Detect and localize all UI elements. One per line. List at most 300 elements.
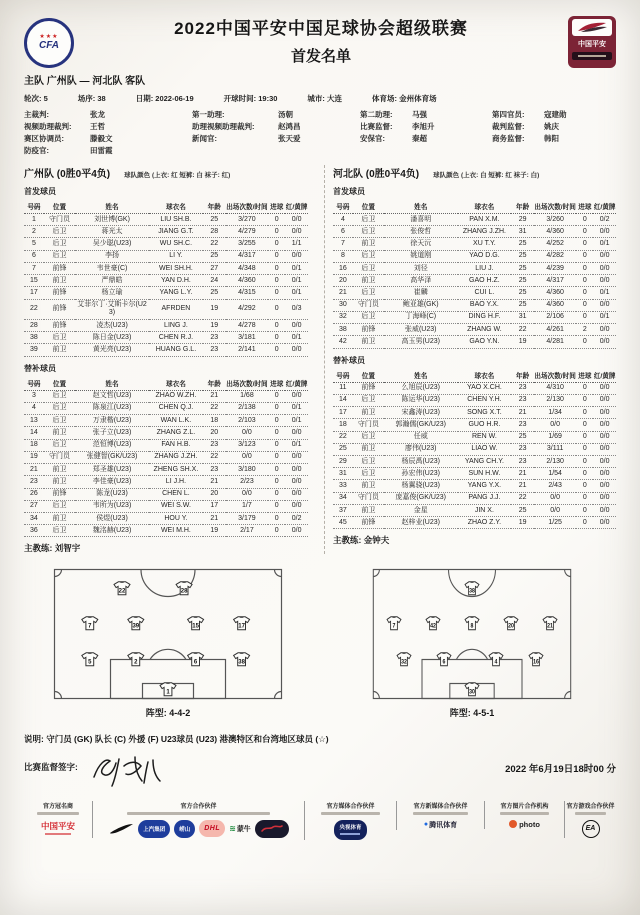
- column-header: 年龄: [203, 376, 226, 391]
- player-row: [333, 480, 616, 492]
- player-cell: 张健智(GK/U23): [75, 451, 149, 463]
- player-cell: 25: [333, 443, 353, 455]
- pingan-badge: [568, 16, 616, 68]
- player-cell: 0: [576, 517, 593, 529]
- ic-photo-logo: photo: [509, 820, 540, 829]
- player-cell: 17: [203, 500, 226, 512]
- player-cell: CHEN R.J.: [149, 332, 203, 344]
- sponsor-group: [304, 801, 396, 839]
- sponsor-logos: [41, 820, 75, 836]
- player-cell: 3/255: [226, 238, 269, 250]
- player-row: [24, 464, 308, 476]
- saic-motor-logo: 上汽集团: [138, 820, 170, 838]
- player-cell: 0: [268, 226, 285, 238]
- formation-diagrams: [24, 568, 616, 719]
- player-cell: 鲍亚雄(GK): [384, 299, 458, 311]
- official-pair: [24, 109, 192, 121]
- player-cell: 22: [333, 431, 353, 443]
- player-row: [24, 332, 308, 344]
- player-cell: GAO H.Z.: [458, 275, 512, 287]
- player-cell: 守门员: [44, 214, 75, 226]
- player-cell: 前卫: [353, 443, 384, 455]
- player-cell: HUANG G.L.: [149, 344, 203, 356]
- cfa-logo: [24, 18, 74, 68]
- player-cell: ZHANG W.: [458, 324, 512, 336]
- player-cell: 4/239: [534, 262, 576, 274]
- player-cell: 0: [268, 476, 285, 488]
- jersey-icon: [234, 617, 250, 630]
- column-header: 红/黄牌: [285, 376, 308, 391]
- corner-arc: [55, 570, 62, 577]
- player-cell: 0: [268, 439, 285, 451]
- player-cell: 徐天沅: [384, 238, 458, 250]
- player-cell: 0: [268, 332, 285, 344]
- player-cell: 23: [511, 394, 534, 406]
- player-cell: 19: [203, 319, 226, 331]
- player-cell: SUN H.W.: [458, 468, 512, 480]
- player-cell: 杨立瑜: [75, 287, 149, 299]
- column-header: 进球: [268, 199, 285, 214]
- player-cell: 0/0: [226, 488, 269, 500]
- jersey-number: 16: [533, 659, 539, 666]
- player-cell: 0/0: [593, 455, 616, 467]
- away-team-column: [324, 165, 616, 554]
- player-cell: 21: [511, 480, 534, 492]
- player-cell: 李佳豪(U23): [75, 476, 149, 488]
- player-cell: 姚道刚: [384, 250, 458, 262]
- player-cell: 刘世博(GK): [75, 214, 149, 226]
- player-cell: 前锋: [44, 319, 75, 331]
- player-cell: 7: [24, 262, 44, 274]
- corner-arc: [275, 570, 282, 577]
- officials-grid: [24, 109, 616, 157]
- player-cell: 21: [333, 287, 353, 299]
- player-cell: 1/1: [285, 238, 308, 250]
- official-pair: [360, 133, 492, 145]
- player-cell: 赵文哲(U23): [75, 390, 149, 402]
- player-cell: 前卫: [44, 344, 75, 356]
- player-cell: 0: [576, 443, 593, 455]
- player-cell: 25: [511, 299, 534, 311]
- player-cell: 37: [333, 504, 353, 516]
- table-header-row: [333, 368, 616, 383]
- player-cell: 4/292: [226, 299, 269, 319]
- corner-arc: [55, 692, 62, 699]
- home-subs-label: 替补球员: [24, 363, 56, 373]
- player-cell: 34: [333, 492, 353, 504]
- player-cell: 李扬: [75, 250, 149, 262]
- jersey-icon: [128, 617, 144, 630]
- home-starters-label: 首发球员: [24, 187, 56, 196]
- player-cell: 16: [333, 262, 353, 274]
- player-cell: 金星: [384, 504, 458, 516]
- official-role-label: 裁判监督:: [492, 122, 525, 131]
- player-cell: 13: [24, 415, 44, 427]
- player-cell: 28: [203, 226, 226, 238]
- player-cell: 前卫: [44, 512, 75, 524]
- player-cell: 0: [268, 344, 285, 356]
- player-cell: 凌杰(U23): [75, 319, 149, 331]
- player-cell: 廖伟(U23): [384, 443, 458, 455]
- table-header-row: [24, 376, 308, 391]
- player-row: [333, 311, 616, 323]
- player-cell: 25: [203, 250, 226, 262]
- player-cell: 0: [268, 427, 285, 439]
- player-row: [24, 427, 308, 439]
- player-cell: 陈运华(U23): [384, 394, 458, 406]
- player-cell: 0/0: [593, 480, 616, 492]
- player-cell: FAN H.B.: [149, 439, 203, 451]
- jersey-icon: [465, 582, 479, 595]
- player-row: [24, 214, 308, 226]
- player-cell: 27: [24, 500, 44, 512]
- player-cell: 0/0: [593, 299, 616, 311]
- supervisor-signature: [86, 753, 166, 791]
- home-pitch-diagram: [53, 568, 283, 700]
- player-cell: 0/0: [285, 488, 308, 500]
- sponsor-group: [564, 801, 616, 838]
- player-cell: 0: [576, 394, 593, 406]
- player-cell: PANG J.J.: [458, 492, 512, 504]
- player-cell: 后卫: [353, 250, 384, 262]
- player-cell: LI Y.: [149, 250, 203, 262]
- red-script-icon: [260, 824, 284, 834]
- player-cell: ZHANG Z.L.: [149, 427, 203, 439]
- player-cell: 22: [511, 492, 534, 504]
- away-team-name: 河北队 (0胜0平4负): [333, 169, 420, 180]
- player-cell: 21: [203, 476, 226, 488]
- player-cell: 0/1: [593, 238, 616, 250]
- player-cell: 0/0: [285, 476, 308, 488]
- player-row: [24, 525, 308, 537]
- player-cell: 31: [333, 468, 353, 480]
- column-header: 姓名: [384, 199, 458, 214]
- cctv-sports-logo: 央视体育: [334, 820, 366, 840]
- ea-sports-logo: EA: [582, 820, 600, 838]
- player-cell: 后卫: [44, 250, 75, 262]
- jersey-icon: [114, 582, 130, 595]
- jersey-number: 7: [88, 623, 92, 630]
- player-cell: 张威(U23): [384, 324, 458, 336]
- player-cell: 1/7: [226, 500, 269, 512]
- official-role-label: 安保官:: [360, 134, 385, 143]
- player-row: [333, 214, 616, 226]
- player-cell: LING J.: [149, 319, 203, 331]
- player-row: [333, 394, 616, 406]
- player-cell: 21: [203, 390, 226, 402]
- player-cell: 2/130: [534, 455, 576, 467]
- player-cell: 张俊哲: [384, 226, 458, 238]
- player-cell: 4/360: [534, 226, 576, 238]
- player-cell: 2/141: [226, 344, 269, 356]
- jersey-icon: [82, 617, 98, 630]
- jersey-icon: [234, 653, 250, 666]
- player-cell: 0/0: [534, 504, 576, 516]
- official-role-label: 助理视频助理裁判:: [192, 122, 255, 131]
- player-row: [333, 336, 616, 348]
- player-cell: 0: [576, 299, 593, 311]
- player-cell: 0/0: [593, 419, 616, 431]
- player-cell: HOU Y.: [149, 512, 203, 524]
- player-row: [24, 287, 308, 299]
- jersey-icon: [529, 653, 543, 666]
- official-name: 田雷霞: [90, 146, 113, 155]
- player-row: [24, 439, 308, 451]
- player-cell: 崔麟: [384, 287, 458, 299]
- home-formation-label: 阵型: 4-4-2: [145, 708, 191, 719]
- player-row: [24, 250, 308, 262]
- player-cell: 32: [333, 311, 353, 323]
- csl-swoosh-icon: [575, 21, 609, 34]
- column-header: 出场次数/时间: [226, 376, 269, 391]
- player-cell: 前锋: [44, 262, 75, 274]
- cfa-logo-stars: ★★★: [39, 34, 59, 40]
- player-cell: 0/0: [285, 344, 308, 356]
- player-cell: 0/1: [593, 287, 616, 299]
- player-cell: 25: [511, 504, 534, 516]
- sponsor-logos: [108, 820, 289, 838]
- player-cell: 0: [268, 299, 285, 319]
- sponsor-logos: [334, 820, 366, 840]
- officials-column: [24, 109, 192, 157]
- match-info-item: 轮次: 5: [24, 94, 48, 103]
- home-coach-line: 主教练: 刘智宇: [24, 543, 81, 554]
- player-cell: 2/103: [226, 415, 269, 427]
- player-cell: 0: [268, 287, 285, 299]
- player-cell: 25: [203, 287, 226, 299]
- player-cell: 2/130: [534, 394, 576, 406]
- away-pitch-diagram: [372, 568, 572, 700]
- pingan-logo-underline: [45, 833, 71, 835]
- sponsor-logos: [509, 820, 540, 829]
- player-cell: JIN X.: [458, 504, 512, 516]
- away-starters-label: 首发球员: [333, 187, 365, 196]
- player-cell: 21: [203, 512, 226, 524]
- player-cell: 21: [24, 464, 44, 476]
- official-role-label: 防疫官:: [24, 146, 49, 155]
- player-cell: 17: [24, 287, 44, 299]
- player-cell: 3: [24, 390, 44, 402]
- player-cell: YANG CH.Y.: [458, 455, 512, 467]
- player-cell: 后卫: [44, 332, 75, 344]
- player-cell: YAN D.H.: [149, 275, 203, 287]
- player-cell: 高玉男(U23): [384, 336, 458, 348]
- player-cell: 0/0: [285, 214, 308, 226]
- nike-logo: [108, 823, 134, 835]
- player-cell: ZHAO Z.Y.: [458, 517, 512, 529]
- sponsor-group-subtext: [321, 812, 379, 815]
- column-header: 年龄: [511, 199, 534, 214]
- player-row: [24, 476, 308, 488]
- player-cell: 后卫: [353, 214, 384, 226]
- sponsor-group: [396, 801, 484, 830]
- player-row: [333, 504, 616, 516]
- official-name: 李旭升: [412, 122, 435, 131]
- player-cell: 14: [24, 427, 44, 439]
- player-cell: 刘径: [384, 262, 458, 274]
- player-cell: 4: [333, 214, 353, 226]
- jersey-icon: [465, 617, 479, 630]
- player-cell: 23: [511, 455, 534, 467]
- player-cell: 23: [203, 464, 226, 476]
- player-cell: 4/282: [534, 250, 576, 262]
- official-name: 张龙: [90, 110, 105, 119]
- player-cell: 0/0: [593, 431, 616, 443]
- player-cell: AFRDEN: [149, 299, 203, 319]
- sponsor-group: [484, 801, 564, 829]
- corner-arc: [565, 570, 571, 577]
- player-cell: 21: [511, 468, 534, 480]
- official-name: 韩阳: [544, 134, 559, 143]
- player-cell: 0/0: [593, 382, 616, 394]
- player-cell: CHEN L.: [149, 488, 203, 500]
- player-cell: 19: [203, 525, 226, 537]
- player-cell: 23: [203, 332, 226, 344]
- player-row: [24, 275, 308, 287]
- away-coach-name: 金钟夫: [363, 535, 390, 546]
- player-cell: 守门员: [44, 451, 75, 463]
- player-cell: 后卫: [353, 262, 384, 274]
- player-cell: 8: [333, 250, 353, 262]
- column-header: 出场次数/时间: [226, 199, 269, 214]
- laoshan-logo: 崂山: [174, 820, 195, 838]
- official-role-label: 第二助理:: [360, 110, 393, 119]
- player-cell: 0/1: [285, 332, 308, 344]
- player-cell: 20: [333, 275, 353, 287]
- player-cell: 6: [24, 250, 44, 262]
- player-cell: 0/1: [285, 402, 308, 414]
- player-cell: 0/0: [285, 226, 308, 238]
- official-pair: [192, 133, 360, 145]
- jersey-icon: [426, 617, 440, 630]
- mengniu-icon: ≋: [229, 824, 236, 834]
- player-cell: 陈日金(U23): [75, 332, 149, 344]
- player-cell: REN W.: [458, 431, 512, 443]
- player-cell: 0/0: [285, 525, 308, 537]
- player-cell: 后卫: [44, 390, 75, 402]
- corner-arc: [275, 692, 282, 699]
- player-cell: 1/69: [534, 431, 576, 443]
- player-cell: 2/106: [534, 311, 576, 323]
- away-subs-label: 替补球员: [333, 355, 365, 365]
- player-cell: LIU SH.B.: [149, 214, 203, 226]
- jersey-number: 5: [88, 659, 92, 666]
- player-cell: 4/360: [534, 299, 576, 311]
- player-cell: YANG L.Y.: [149, 287, 203, 299]
- column-header: 位置: [44, 376, 75, 391]
- player-cell: 0/0: [593, 407, 616, 419]
- page-subtitle: 首发名单: [290, 48, 351, 65]
- player-cell: GAO Y.N.: [458, 336, 512, 348]
- sponsor-group: [24, 801, 92, 835]
- player-cell: 0/1: [285, 415, 308, 427]
- away-coach-line: 主教练: 金钟夫: [333, 535, 390, 546]
- player-cell: 后卫: [44, 402, 75, 414]
- player-cell: 38: [333, 324, 353, 336]
- player-cell: 0: [268, 275, 285, 287]
- player-cell: 0: [268, 525, 285, 537]
- sponsor-group-subtext: [575, 812, 605, 815]
- player-cell: 4/310: [534, 382, 576, 394]
- player-cell: 后卫: [353, 311, 384, 323]
- official-pair: [360, 109, 492, 121]
- player-cell: WAN L.K.: [149, 415, 203, 427]
- official-pair: [24, 145, 192, 157]
- jersey-number: 22: [118, 588, 126, 595]
- table-header-row: [333, 199, 616, 214]
- player-cell: 4/278: [226, 319, 269, 331]
- nike-swoosh-icon: [108, 823, 134, 835]
- player-cell: 0: [576, 336, 593, 348]
- jersey-icon: [188, 617, 204, 630]
- jersey-icon: [397, 653, 411, 666]
- jersey-number: 7: [392, 623, 396, 630]
- player-cell: LIAO W.: [458, 443, 512, 455]
- official-name: 滕毅文: [90, 134, 113, 143]
- player-cell: 0/0: [534, 492, 576, 504]
- player-cell: 3/111: [534, 443, 576, 455]
- player-cell: 0: [268, 214, 285, 226]
- player-cell: 3/181: [226, 332, 269, 344]
- player-cell: 0/0: [593, 443, 616, 455]
- player-cell: 4: [24, 402, 44, 414]
- player-cell: 38: [24, 332, 44, 344]
- player-cell: 4/252: [534, 238, 576, 250]
- player-row: [333, 262, 616, 274]
- home-subs-table: [24, 376, 308, 538]
- player-cell: 高华泽: [384, 275, 458, 287]
- photo-dot-icon: [509, 820, 517, 828]
- home-formation: [24, 568, 312, 719]
- match-info-item: 城市: 大连: [307, 94, 343, 103]
- player-cell: 0/2: [285, 512, 308, 524]
- player-cell: 18: [24, 439, 44, 451]
- player-cell: 后卫: [353, 431, 384, 443]
- match-info-item: 体育场: 金州体育场: [372, 94, 437, 103]
- signature-row: [24, 753, 616, 791]
- jersey-number: 39: [132, 623, 140, 630]
- player-cell: 后卫: [44, 238, 75, 250]
- official-name: 汤朝: [278, 110, 293, 119]
- player-cell: 后卫: [44, 226, 75, 238]
- pingan-badge-footer: [572, 52, 612, 60]
- player-cell: 0: [576, 238, 593, 250]
- officials-column: [360, 109, 492, 157]
- player-cell: 4/348: [226, 262, 269, 274]
- official-name: 姚庆: [544, 122, 559, 131]
- player-cell: 20: [203, 488, 226, 500]
- player-cell: XU T.Y.: [458, 238, 512, 250]
- player-cell: 丁海峰(C): [384, 311, 458, 323]
- home-starters-table: [24, 199, 308, 357]
- player-cell: 0: [268, 488, 285, 500]
- player-cell: 前卫: [353, 407, 384, 419]
- player-cell: 19: [511, 517, 534, 529]
- jersey-number: 21: [547, 623, 553, 630]
- player-cell: CHEN Q.J.: [149, 402, 203, 414]
- title-block: [74, 10, 568, 66]
- player-cell: 31: [511, 311, 534, 323]
- player-cell: 孙宏伟(U23): [384, 468, 458, 480]
- player-cell: 33: [333, 480, 353, 492]
- official-name: 寇建勋: [544, 110, 567, 119]
- home-team-column: [24, 165, 308, 554]
- official-name: 马强: [412, 110, 427, 119]
- player-cell: 22: [203, 451, 226, 463]
- away-subs-table: [333, 368, 616, 530]
- corner-arc: [373, 692, 379, 699]
- csl-logo-icon: [572, 19, 612, 36]
